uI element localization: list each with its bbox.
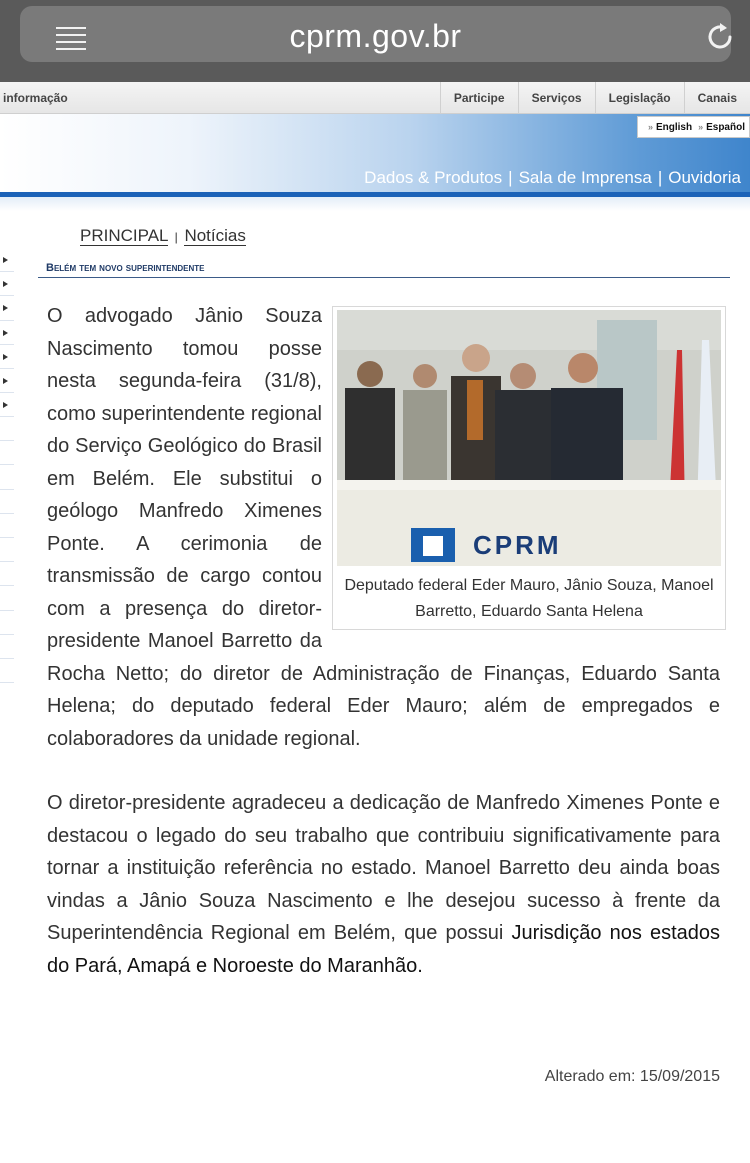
language-switcher <box>637 116 750 138</box>
nav-item-servicos[interactable]: Serviços <box>518 82 595 114</box>
sidebar-item[interactable] <box>0 369 14 393</box>
breadcrumb-separator: | <box>174 230 178 244</box>
sidebar-item[interactable] <box>0 272 14 296</box>
url-text[interactable]: cprm.gov.br <box>289 18 462 54</box>
chevron-double-right-icon: » <box>647 122 653 132</box>
article-paragraph-2-text: O diretor-presidente agradeceu a dedicação de Manfredo Ximenes Ponte e destacou o legado do seu trabalho que contribuiu significativamente para tornar a instituição referência no estado. Manoel Barretto deu ainda boas vindas a Jânio Souza Nascimento e lhe desejou sucesso à frente da Superintendência Regional em Belém, que possui <box>47 792 720 944</box>
article-title: Belém tem novo superintendente <box>38 260 730 278</box>
event-photo[interactable] <box>337 310 721 566</box>
link-sala-imprensa[interactable]: Sala de Imprensa <box>518 168 652 187</box>
article-body <box>47 300 720 982</box>
browser-toolbar <box>0 0 750 82</box>
nav-item-informacao[interactable]: informação <box>3 91 68 105</box>
last-modified: Alterado em: 15/09/2015 <box>544 1068 720 1085</box>
breadcrumb-principal[interactable]: PRINCIPAL <box>80 226 168 245</box>
nav-item-canais[interactable]: Canais <box>684 82 750 114</box>
photo-illustration <box>337 310 721 566</box>
header-shadow <box>0 197 750 211</box>
sidebar-item[interactable] <box>0 321 14 345</box>
sidebar-item[interactable] <box>0 296 14 320</box>
sidebar-item[interactable] <box>0 393 14 417</box>
separator: | <box>657 168 663 187</box>
sidebar-item[interactable] <box>0 345 14 369</box>
breadcrumb-noticias[interactable]: Notícias <box>184 226 246 245</box>
lang-english-link[interactable]: English <box>655 121 693 133</box>
photo-caption: Deputado federal Eder Mauro, Jânio Souza, Manoel Barretto, Eduardo Santa Helena <box>344 577 714 620</box>
photo-logo-text: CPRM <box>473 530 562 560</box>
link-dados-produtos[interactable]: Dados & Produtos <box>364 168 503 187</box>
article-paragraph-1: O advogado Jânio Souza Nascimento tomou posse nesta segunda-feira (31/8), como superintendente regional do Serviço Geológico do Brasil em Belém. Ele substitui o geólogo Manfredo Ximenes Ponte. A cerimonia de transmissão de cargo contou com a presença do diretor-presidente Manoel Barretto da Rocha Netto; do diretor de Administração de Finanças, Eduardo Santa Helena; do deputado federal Eder Mauro; além de empregados e colaboradores da unidade regional. <box>47 305 720 750</box>
banner-links <box>364 168 741 188</box>
breadcrumb <box>80 226 246 246</box>
article-jurisdiction-text: Jurisdição nos estados do Pará, Amapá e Noroeste do Maranhão. <box>47 922 720 977</box>
chevron-double-right-icon: » <box>698 122 704 132</box>
site-banner <box>0 114 750 192</box>
reload-icon[interactable] <box>704 21 736 53</box>
address-bar[interactable] <box>20 6 731 62</box>
top-navigation <box>0 82 750 114</box>
photo-figure <box>332 306 726 630</box>
sidebar-item[interactable] <box>0 248 14 272</box>
nav-item-legislacao[interactable]: Legislação <box>595 82 684 114</box>
article-paragraph-2 <box>47 787 720 982</box>
lang-espanol-link[interactable]: Español <box>706 121 745 133</box>
nav-item-participe[interactable]: Participe <box>440 82 518 114</box>
sidebar-lines <box>0 417 14 683</box>
link-ouvidoria[interactable]: Ouvidoria <box>668 168 741 187</box>
sidebar-menu <box>0 248 14 417</box>
separator: | <box>508 168 513 187</box>
